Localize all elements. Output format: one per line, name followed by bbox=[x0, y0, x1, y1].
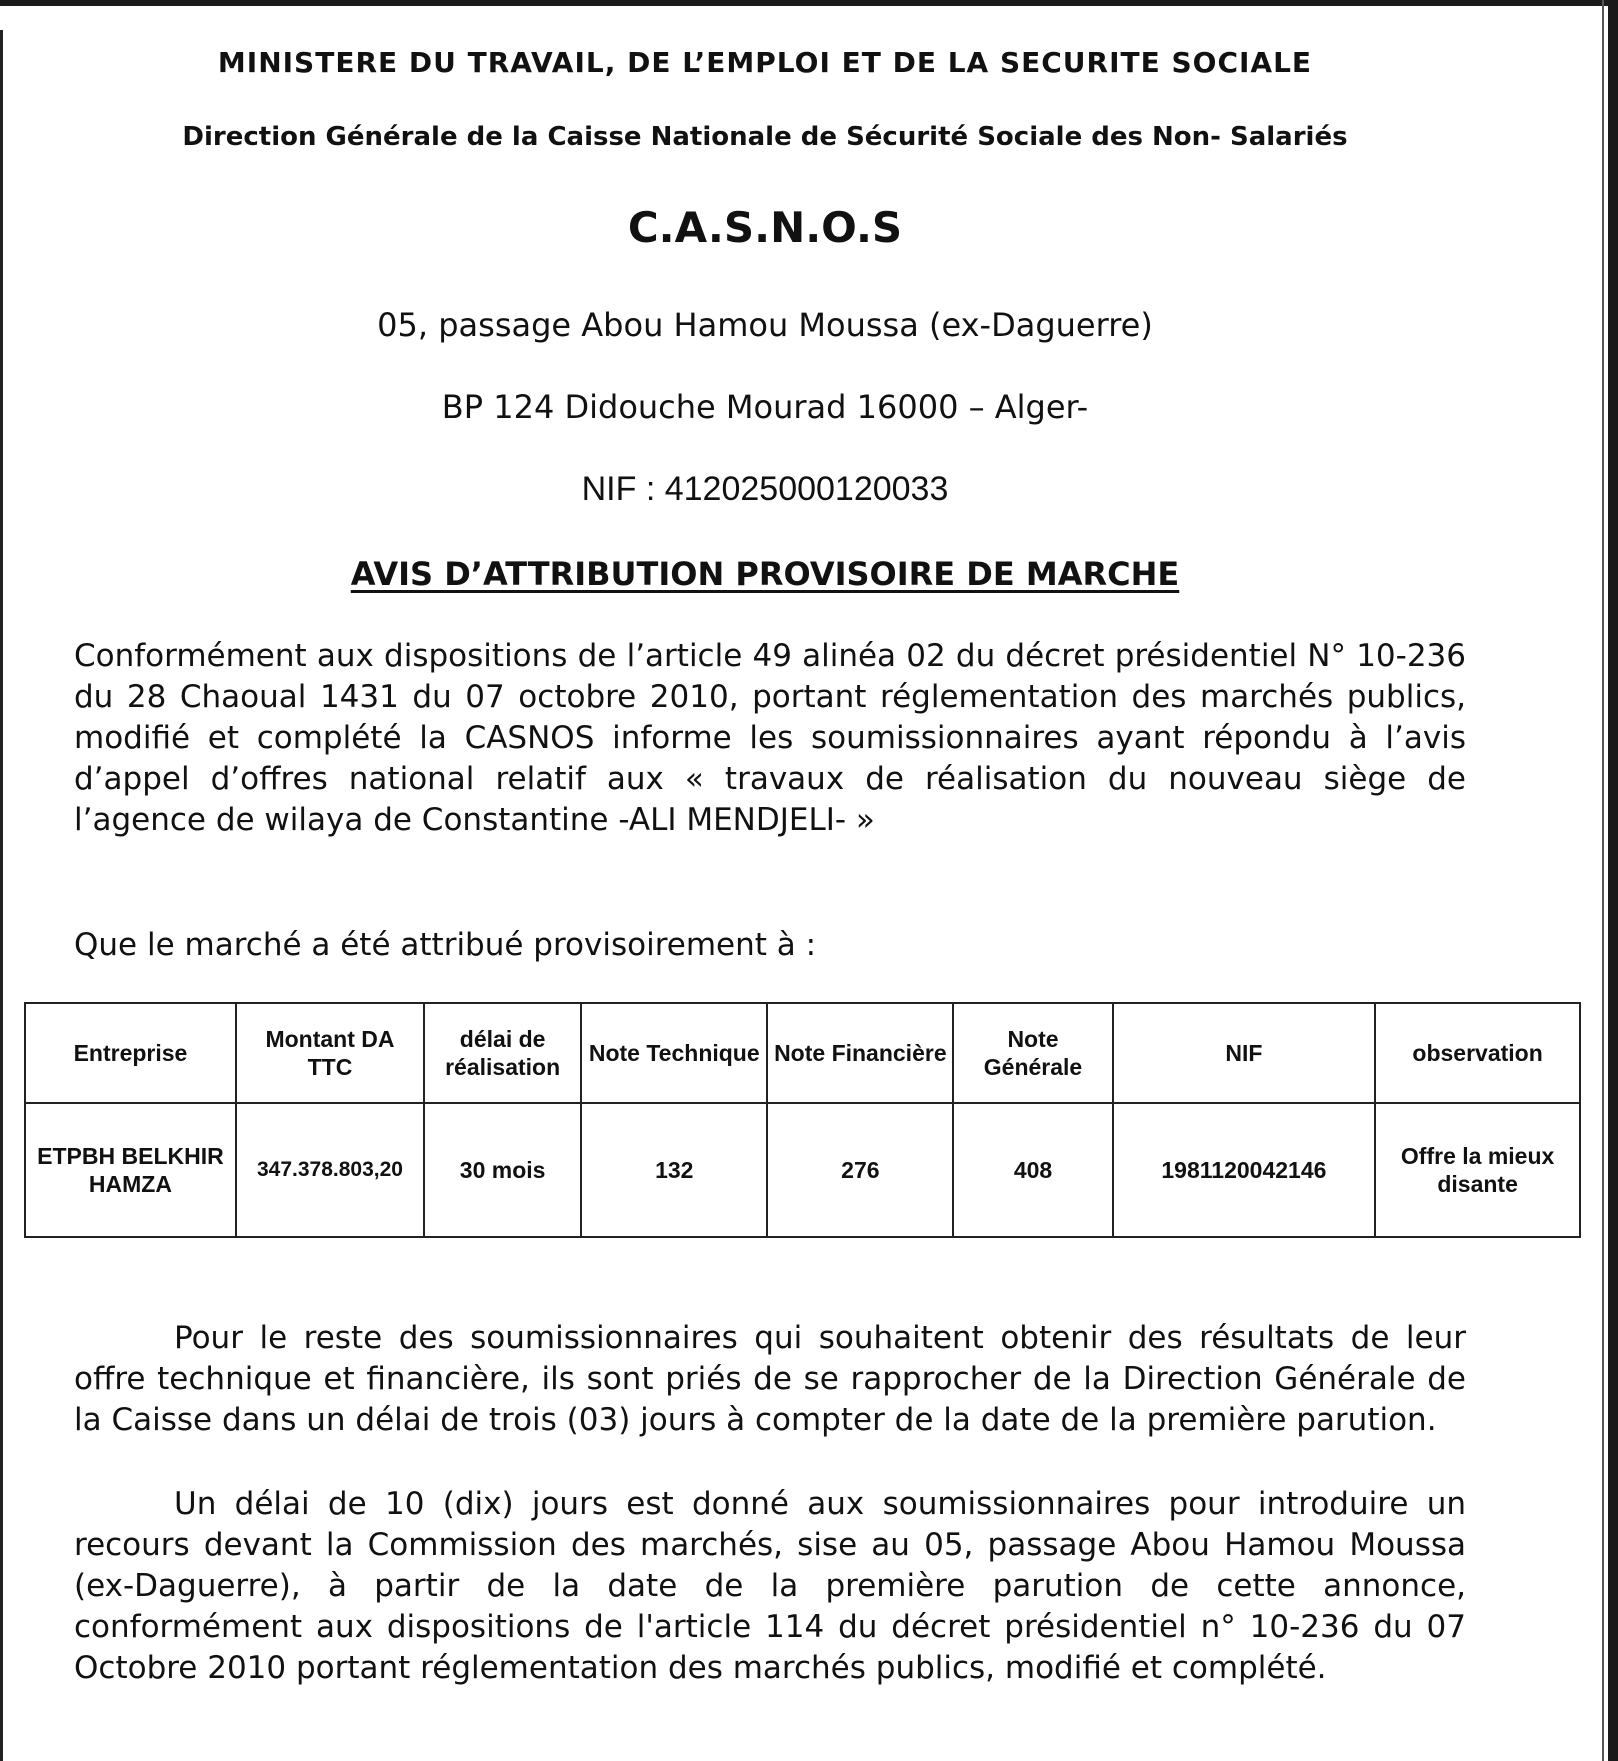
address-line-1: 05, passage Abou Hamou Moussa (ex-Daguerre) bbox=[377, 306, 1153, 344]
ministry-heading: MINISTERE DU TRAVAIL, DE L’EMPLOI ET DE LA SECURITE SOCIALE bbox=[217, 46, 1313, 79]
notice-paragraph-1: Conformément aux dispositions de l’article 49 alinéa 02 du décret présidentiel N° 10-236 du 28 Chaoual 1431 du 07 octobre 2010, portant réglementation des marchés publics, modifié et complété la CASNOS informe les soumissionnaires ayant répondu à l’avis d’appel d’offres national relatif aux « travaux de réalisation du nouveau siège de l’agence de wilaya de Constantine -ALI MENDJELI- » bbox=[74, 638, 1466, 838]
notice-paragraph-3: Un délai de 10 (dix) jours est donné aux soumissionnaires pour introduire un recours devant la Commission des marchés, sise au 05, passage Abou Hamou Moussa (ex-Daguerre), à partir de la date de la première parution de cette annonce, conformément aux dispositions de l'article 114 du décret présidentiel n° 10-236 du 07 Octobre 2010 portant réglementation des marchés publics, modifié et complété. bbox=[74, 1486, 1466, 1686]
column-header-entreprise: Entreprise bbox=[25, 1003, 236, 1103]
cell-nif: 1981120042146 bbox=[1113, 1103, 1376, 1237]
cell-observation: Offre la mieux disante bbox=[1375, 1103, 1580, 1237]
attribution-intro: Que le marché a été attribué provisoirement à : bbox=[74, 927, 817, 963]
column-header-delai: délai de réalisation bbox=[424, 1003, 581, 1103]
column-header-note-generale: Note Générale bbox=[953, 1003, 1112, 1103]
address-line-2: BP 124 Didouche Mourad 16000 – Alger- bbox=[441, 388, 1089, 426]
cell-note-generale: 408 bbox=[953, 1103, 1112, 1237]
direction-heading: Direction Générale de la Caisse Nationale de Sécurité Sociale des Non- Salariés bbox=[182, 122, 1348, 152]
cell-note-technique: 132 bbox=[581, 1103, 767, 1237]
scan-border-left bbox=[0, 30, 3, 1761]
organization-name: C.A.S.N.O.S bbox=[627, 203, 903, 252]
cell-montant: 347.378.803,20 bbox=[236, 1103, 424, 1237]
scan-border-right bbox=[1608, 0, 1618, 1761]
column-header-note-technique: Note Technique bbox=[581, 1003, 767, 1103]
notice-paragraph-2: Pour le reste des soumissionnaires qui souhaitent obtenir des résultats de leur offre technique et financière, ils sont priés de se rapprocher de la Direction Générale de la Caisse dans un délai de trois (03) jours à compter de la date de la première parution. bbox=[74, 1320, 1466, 1438]
column-header-montant: Montant DA TTC bbox=[236, 1003, 424, 1103]
column-header-note-financiere: Note Financière bbox=[767, 1003, 953, 1103]
attribution-table bbox=[24, 1002, 1581, 1238]
column-header-nif: NIF bbox=[1113, 1003, 1376, 1103]
scan-border-right-inner bbox=[1602, 0, 1604, 1761]
cell-delai: 30 mois bbox=[424, 1103, 581, 1237]
organization-nif: NIF : 412025000120033 bbox=[581, 470, 949, 508]
table-header-row bbox=[25, 1003, 1580, 1103]
table-row bbox=[25, 1103, 1580, 1237]
column-header-observation: observation bbox=[1375, 1003, 1580, 1103]
cell-entreprise: ETPBH BELKHIR HAMZA bbox=[25, 1103, 236, 1237]
cell-note-financiere: 276 bbox=[767, 1103, 953, 1237]
scan-border-top bbox=[0, 0, 1618, 6]
notice-title: AVIS D’ATTRIBUTION PROVISOIRE DE MARCHE bbox=[350, 555, 1180, 593]
